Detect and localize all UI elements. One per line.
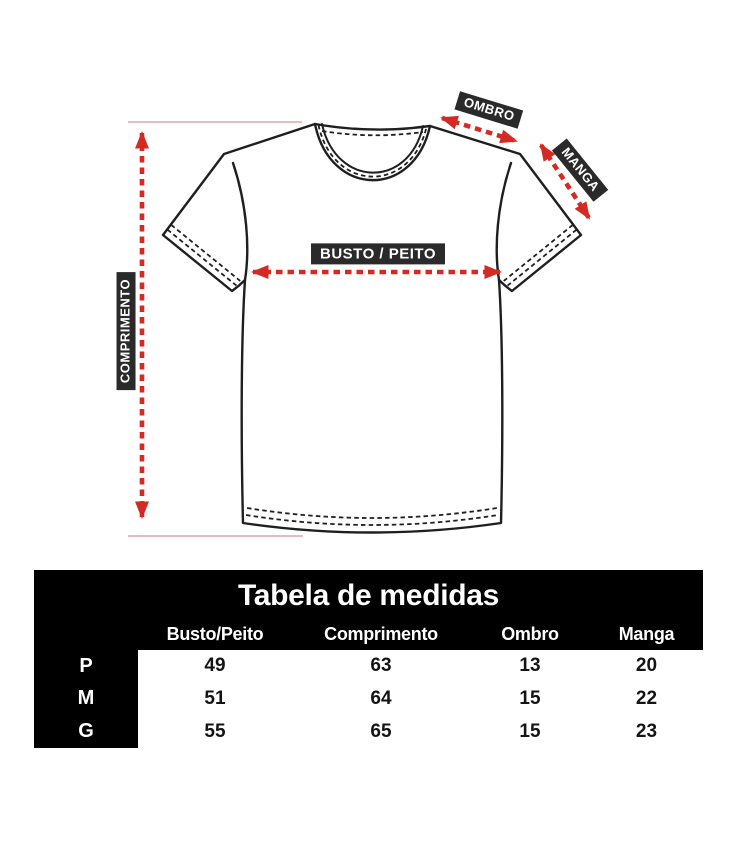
ombro-label: OMBRO [455,91,524,129]
table-row-m [34,683,703,716]
tshirt-outline [163,124,581,533]
cell-manga: 20 [590,650,703,683]
column-header-busto: Busto/Peito [166,623,264,644]
busto-peito-label: BUSTO / PEITO [311,243,445,264]
cell-comprimento: 64 [292,683,470,716]
comprimento-label: COMPRIMENTO [117,272,136,390]
cell-busto: 55 [138,715,292,748]
cell-ombro: 15 [470,683,590,716]
column-header-comprimento: Comprimento [324,623,438,644]
table-column-headers [34,618,703,650]
cell-ombro: 15 [470,715,590,748]
table-header [34,570,703,650]
cell-manga: 22 [590,683,703,716]
manga-label: MANGA [552,139,608,202]
table-row-g [34,715,703,748]
cell-ombro: 13 [470,650,590,683]
cell-manga: 23 [590,715,703,748]
cell-comprimento: 65 [292,715,470,748]
size-label: P [34,650,138,683]
size-label: M [34,683,138,716]
size-label: G [34,715,138,748]
table-row-p [34,650,703,683]
cell-comprimento: 63 [292,650,470,683]
measurements-table [34,570,703,748]
cell-busto: 51 [138,683,292,716]
table-title: Tabela de medidas [237,579,500,612]
column-header-ombro: Ombro [501,623,559,644]
cell-busto: 49 [138,650,292,683]
column-header-empty [34,618,138,650]
column-header-manga: Manga [618,623,675,644]
